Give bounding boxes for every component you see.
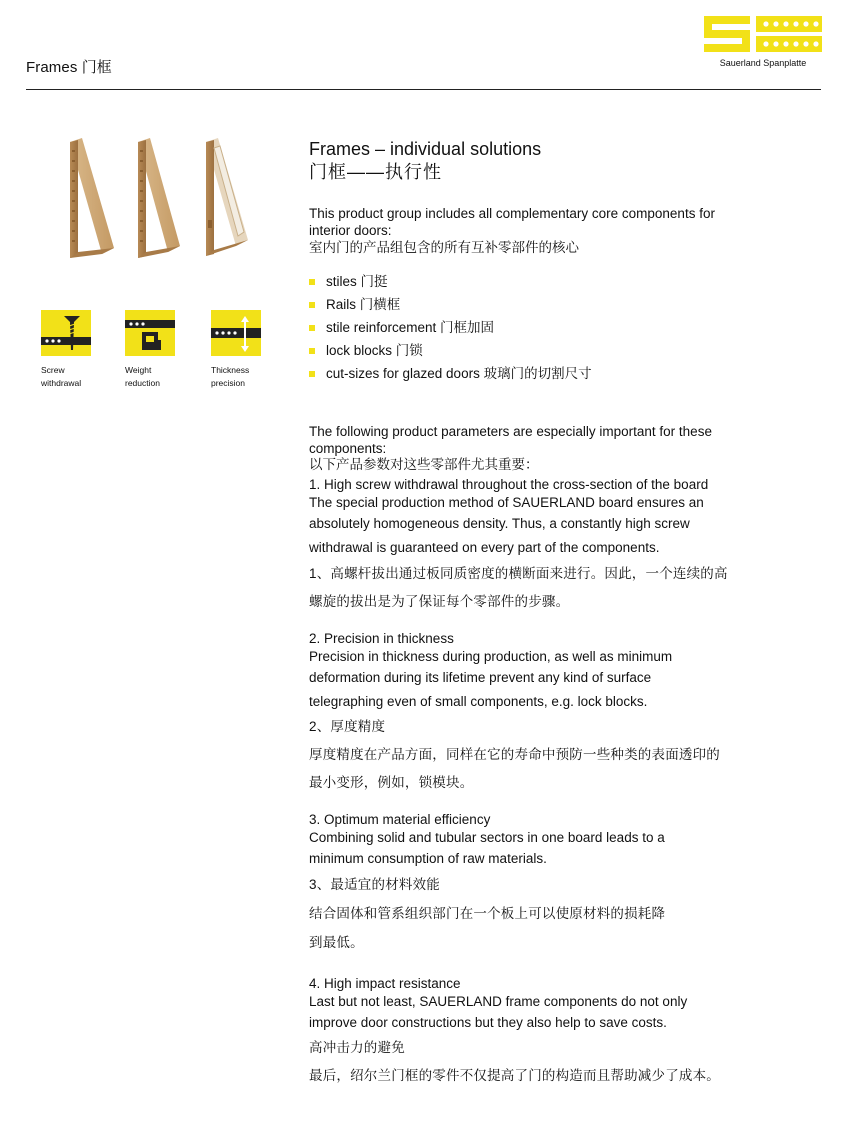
parameter-heading: 4. High impact resistance — [309, 976, 461, 991]
intro-paragraph: This product group includes all complementary core components for interior doors: 室内门的产品组包含的所有互补零部件的核心 — [309, 205, 799, 256]
parameter-text: The special production method of SAUERLAND board ensures an — [309, 495, 704, 510]
bullet-square-icon — [309, 325, 315, 331]
parameters-intro-cn: 以下产品参数对这些零部件尤其重要： — [309, 457, 539, 472]
parameters-intro: The following product parameters are especially important for these components: 以下产品参数对这些零部件尤其重要： — [309, 424, 804, 474]
parameter-text: deformation during its lifetime prevent any kind of surface — [309, 670, 652, 685]
bullet-square-icon — [309, 302, 315, 308]
component-list — [309, 270, 592, 385]
parameter-section-3 — [309, 811, 804, 957]
parameter-heading: 2. Precision in thickness — [309, 631, 454, 646]
parameter-text: Last but not least, SAUERLAND frame components do not only — [309, 994, 688, 1009]
list-item: stile reinforcement 门框加固 — [309, 316, 592, 339]
parameter-text-cn: 1、高螺杆拔出通过板同质密度的横断面来进行。因此，一个连续的高 — [309, 566, 728, 581]
sauerland-logo — [704, 16, 822, 74]
header-divider — [26, 89, 821, 90]
parameter-section-4 — [309, 975, 804, 1091]
page-title: Frames 门框 — [26, 59, 112, 76]
list-item: Rails 门横框 — [309, 293, 592, 316]
parameter-text: minimum consumption of raw materials. — [309, 851, 547, 866]
parameter-text-cn: 厚度精度在产品方面，同样在它的寿命中预防一些种类的表面透印的 — [309, 747, 720, 762]
parameter-text: improve door constructions but they also help to save costs. — [309, 1015, 667, 1030]
parameter-text-cn: 最小变形，例如，锁模块。 — [309, 775, 474, 790]
logo-s-mark — [704, 16, 750, 52]
screw-withdrawal-icon — [41, 310, 91, 356]
parameter-section-2 — [309, 630, 804, 796]
parameter-section-1 — [309, 476, 804, 616]
parameter-heading: 3. Optimum material efficiency — [309, 812, 491, 827]
parameter-text-cn: 到最低。 — [309, 935, 364, 950]
parameter-text-cn: 最后，绍尔兰门框的零件不仅提高了门的构造而且帮助减少了成本。 — [309, 1068, 720, 1083]
parameter-text-cn: 高冲击力的避免 — [309, 1040, 405, 1055]
weight-reduction-label: Weight reduction — [125, 365, 160, 388]
parameter-text: Precision in thickness during production, as well as minimum — [309, 649, 673, 664]
parameter-heading: 1. High screw withdrawal throughout the cross-section of the board — [309, 477, 709, 492]
parameter-text-cn: 2、厚度精度 — [309, 719, 386, 734]
frame-product-3 — [206, 138, 248, 256]
frame-products-image — [52, 128, 262, 268]
section-title-cn: 门框——执行性 — [309, 162, 442, 182]
frame-product-2 — [138, 138, 180, 258]
section-title: Frames – individual solutions — [309, 139, 542, 159]
parameter-text: telegraphing even of small components, e.g. lock blocks. — [309, 694, 648, 709]
frame-product-1 — [70, 138, 114, 258]
list-item: stiles 门挺 — [309, 270, 592, 293]
bullet-square-icon — [309, 371, 315, 377]
bullet-square-icon — [309, 348, 315, 354]
parameter-text: absolutely homogeneous density. Thus, a constantly high screw — [309, 516, 690, 531]
parameter-text-cn: 螺旋的拔出是为了保证每个零部件的步骤。 — [309, 594, 570, 609]
parameter-text-cn: 3、最适宜的材料效能 — [309, 877, 441, 892]
parameter-text-cn: 结合固体和管系组织部门在一个板上可以使原材料的损耗降 — [309, 906, 666, 921]
list-item: cut-sizes for glazed doors 玻璃门的切割尺寸 — [309, 362, 592, 385]
thickness-precision-label: Thickness precision — [211, 365, 250, 388]
logo-dots-mark — [756, 16, 822, 52]
logo-text: Sauerland Spanplatte — [719, 58, 807, 68]
weight-reduction-icon — [125, 310, 175, 356]
screw-withdrawal-label: Screw withdrawal — [41, 365, 82, 388]
list-item: lock blocks 门锁 — [309, 339, 592, 362]
parameter-text: withdrawal is guaranteed on every part of the components. — [309, 540, 660, 555]
intro-paragraph-cn: 室内门的产品组包含的所有互补零部件的核心 — [309, 240, 579, 255]
parameter-text: Combining solid and tubular sectors in one board leads to a — [309, 830, 665, 845]
thickness-precision-icon — [211, 310, 261, 356]
bullet-square-icon — [309, 279, 315, 285]
